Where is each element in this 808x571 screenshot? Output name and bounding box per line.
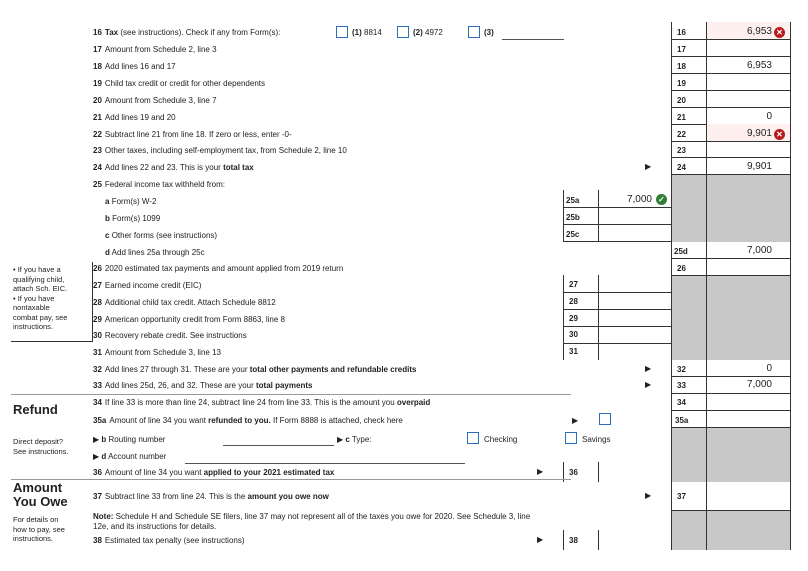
- shaded-block: [671, 427, 790, 482]
- line-25c: c Other forms (see instructions): [105, 231, 218, 240]
- refund-divider: [11, 394, 571, 395]
- line-23: 23 Other taxes, including self-employment tax, from Schedule 2, line 10: [93, 146, 347, 155]
- refund-note: Direct deposit? See instructions.: [13, 437, 69, 456]
- form-8814-label: (1) 8814: [352, 28, 382, 37]
- line-31: 31 Amount from Schedule 3, line 13: [93, 348, 221, 357]
- form-8814-checkbox[interactable]: [336, 26, 348, 38]
- line-35d: ▶ d Account number: [93, 452, 167, 461]
- line37-arrow-icon: ▶: [645, 491, 652, 500]
- box-16-label: 16: [677, 28, 686, 37]
- box-31-label: 31: [569, 347, 578, 356]
- shaded-block: [671, 510, 790, 550]
- line-21: 21 Add lines 19 and 20: [93, 113, 176, 122]
- box-19-label: 19: [677, 79, 686, 88]
- line38-arrow-icon: ▶: [537, 535, 544, 544]
- routing-number-input[interactable]: [223, 445, 334, 446]
- form-other-label: (3): [484, 28, 494, 37]
- check-circle-icon: ✓: [656, 194, 667, 205]
- line-25b: b Form(s) 1099: [105, 214, 161, 223]
- savings-label: Savings: [582, 435, 611, 444]
- box-28-label: 28: [569, 297, 578, 306]
- line-33: 33 Add lines 25d, 26, and 32. These are your total payments: [93, 381, 313, 390]
- box-32-label: 32: [677, 365, 686, 374]
- box-20-label: 20: [677, 96, 686, 105]
- error-x-icon: ✕: [774, 129, 785, 140]
- box-21-label: 21: [677, 113, 686, 122]
- shaded-block: [706, 174, 790, 242]
- box-36-label: 36: [569, 468, 578, 477]
- line-35c: ▶ c Type:: [337, 435, 372, 444]
- box-18-label: 18: [677, 62, 686, 71]
- eic-note-box: • If you have a qualifying child, attach Sch. EIC. • If you have nontaxable combat pay, see instructions.: [11, 262, 93, 342]
- box-33-label: 33: [677, 381, 686, 390]
- line-24: 24 Add lines 22 and 23. This is your total tax: [93, 163, 254, 172]
- line-28: 28 Additional child tax credit. Attach Schedule 8812: [93, 298, 276, 307]
- box-17-label: 17: [677, 45, 686, 54]
- form-other-input[interactable]: [502, 39, 564, 40]
- checking-label: Checking: [484, 435, 518, 444]
- form-4972-label: (2) 4972: [413, 28, 443, 37]
- shaded-block: [671, 174, 706, 242]
- amount-you-owe-title: Amount You Owe: [13, 480, 68, 509]
- line36-arrow-icon: ▶: [537, 467, 544, 476]
- box-25a-label: 25a: [566, 196, 580, 205]
- note-line1: Note: Schedule H and Schedule SE filers, line 37 may not represent all of the taxes you owe for 2020. See Schedule 3, line: [93, 512, 531, 521]
- line32-arrow-icon: ▶: [645, 364, 652, 373]
- line-34: 34 If line 33 is more than line 24, subtract line 24 from line 33. This is the amount you overpaid: [93, 398, 431, 407]
- form-8888-checkbox[interactable]: [599, 413, 611, 425]
- line33-arrow-icon: ▶: [645, 380, 652, 389]
- savings-checkbox[interactable]: [565, 432, 577, 444]
- refund-title: Refund: [13, 402, 58, 417]
- line-20: 20 Amount from Schedule 3, line 7: [93, 96, 217, 105]
- box-26-label: 26: [677, 264, 686, 273]
- line35a-arrow-icon: ▶: [572, 416, 579, 425]
- line-25: 25 Federal income tax withheld from:: [93, 180, 225, 189]
- line-30: 30 Recovery rebate credit. See instructions: [93, 331, 247, 340]
- line21-value[interactable]: 0: [766, 111, 772, 122]
- form-other-checkbox[interactable]: [468, 26, 480, 38]
- note-line2: 12e, and its instructions for details.: [93, 522, 217, 531]
- line22-value[interactable]: 9,901: [746, 128, 772, 139]
- box-25d-label: 25d: [674, 247, 688, 256]
- line-29: 29 American opportunity credit from Form 8863, line 8: [93, 315, 285, 324]
- line-22: 22 Subtract line 21 from line 18. If zero or less, enter -0-: [93, 130, 292, 139]
- line33-value[interactable]: 7,000: [746, 379, 772, 390]
- line-27: 27 Earned income credit (EIC): [93, 281, 202, 290]
- line-36: 36 Amount of line 34 you want applied to your 2021 estimated tax: [93, 468, 335, 477]
- line18-value[interactable]: 6,953: [746, 60, 772, 71]
- line24-arrow-icon: ▶: [645, 162, 652, 171]
- box-35a-label: 35a: [675, 416, 689, 425]
- box-38-label: 38: [569, 536, 578, 545]
- line-25a: a Form(s) W-2: [105, 197, 157, 206]
- box-24-label: 24: [677, 163, 686, 172]
- line-38: 38 Estimated tax penalty (see instructions): [93, 536, 245, 545]
- line-17: 17 Amount from Schedule 2, line 3: [93, 45, 217, 54]
- line-35a: 35a Amount of line 34 you want refunded to you. If Form 8888 is attached, check here: [93, 416, 403, 425]
- account-number-input[interactable]: [185, 463, 465, 464]
- line16-value[interactable]: 6,953: [746, 26, 772, 37]
- box-30-label: 30: [569, 330, 578, 339]
- owe-note: For details on how to pay, see instructions.: [13, 515, 65, 543]
- line-19: 19 Child tax credit or credit for other dependents: [93, 79, 265, 88]
- line32-value[interactable]: 0: [766, 363, 772, 374]
- owe-divider: [11, 479, 571, 480]
- line-16: 16 Tax (see instructions). Check if any from Form(s):: [93, 28, 281, 37]
- line-32: 32 Add lines 27 through 31. These are your total other payments and refundable credits: [93, 365, 417, 374]
- checking-checkbox[interactable]: [467, 432, 479, 444]
- box-29-label: 29: [569, 314, 578, 323]
- form-4972-checkbox[interactable]: [397, 26, 409, 38]
- box-25c-label: 25c: [566, 230, 580, 239]
- line-35b: ▶ b Routing number: [93, 435, 166, 444]
- box-37-label: 37: [677, 492, 686, 501]
- line-25d: d Add lines 25a through 25c: [105, 248, 205, 257]
- box-27-label: 27: [569, 280, 578, 289]
- line25d-value[interactable]: 7,000: [746, 245, 772, 256]
- box-34-label: 34: [677, 398, 686, 407]
- line-37: 37 Subtract line 33 from line 24. This is the amount you owe now: [93, 492, 329, 501]
- line-18: 18 Add lines 16 and 17: [93, 62, 176, 71]
- box-22-label: 22: [677, 130, 686, 139]
- box-25b-label: 25b: [566, 213, 580, 222]
- line-26: 26 2020 estimated tax payments and amount applied from 2019 return: [93, 264, 344, 273]
- box-23-label: 23: [677, 146, 686, 155]
- shaded-block: [671, 275, 790, 360]
- error-x-icon: ✕: [774, 27, 785, 38]
- line24-value[interactable]: 9,901: [746, 161, 772, 172]
- line25a-value[interactable]: 7,000: [626, 194, 652, 205]
